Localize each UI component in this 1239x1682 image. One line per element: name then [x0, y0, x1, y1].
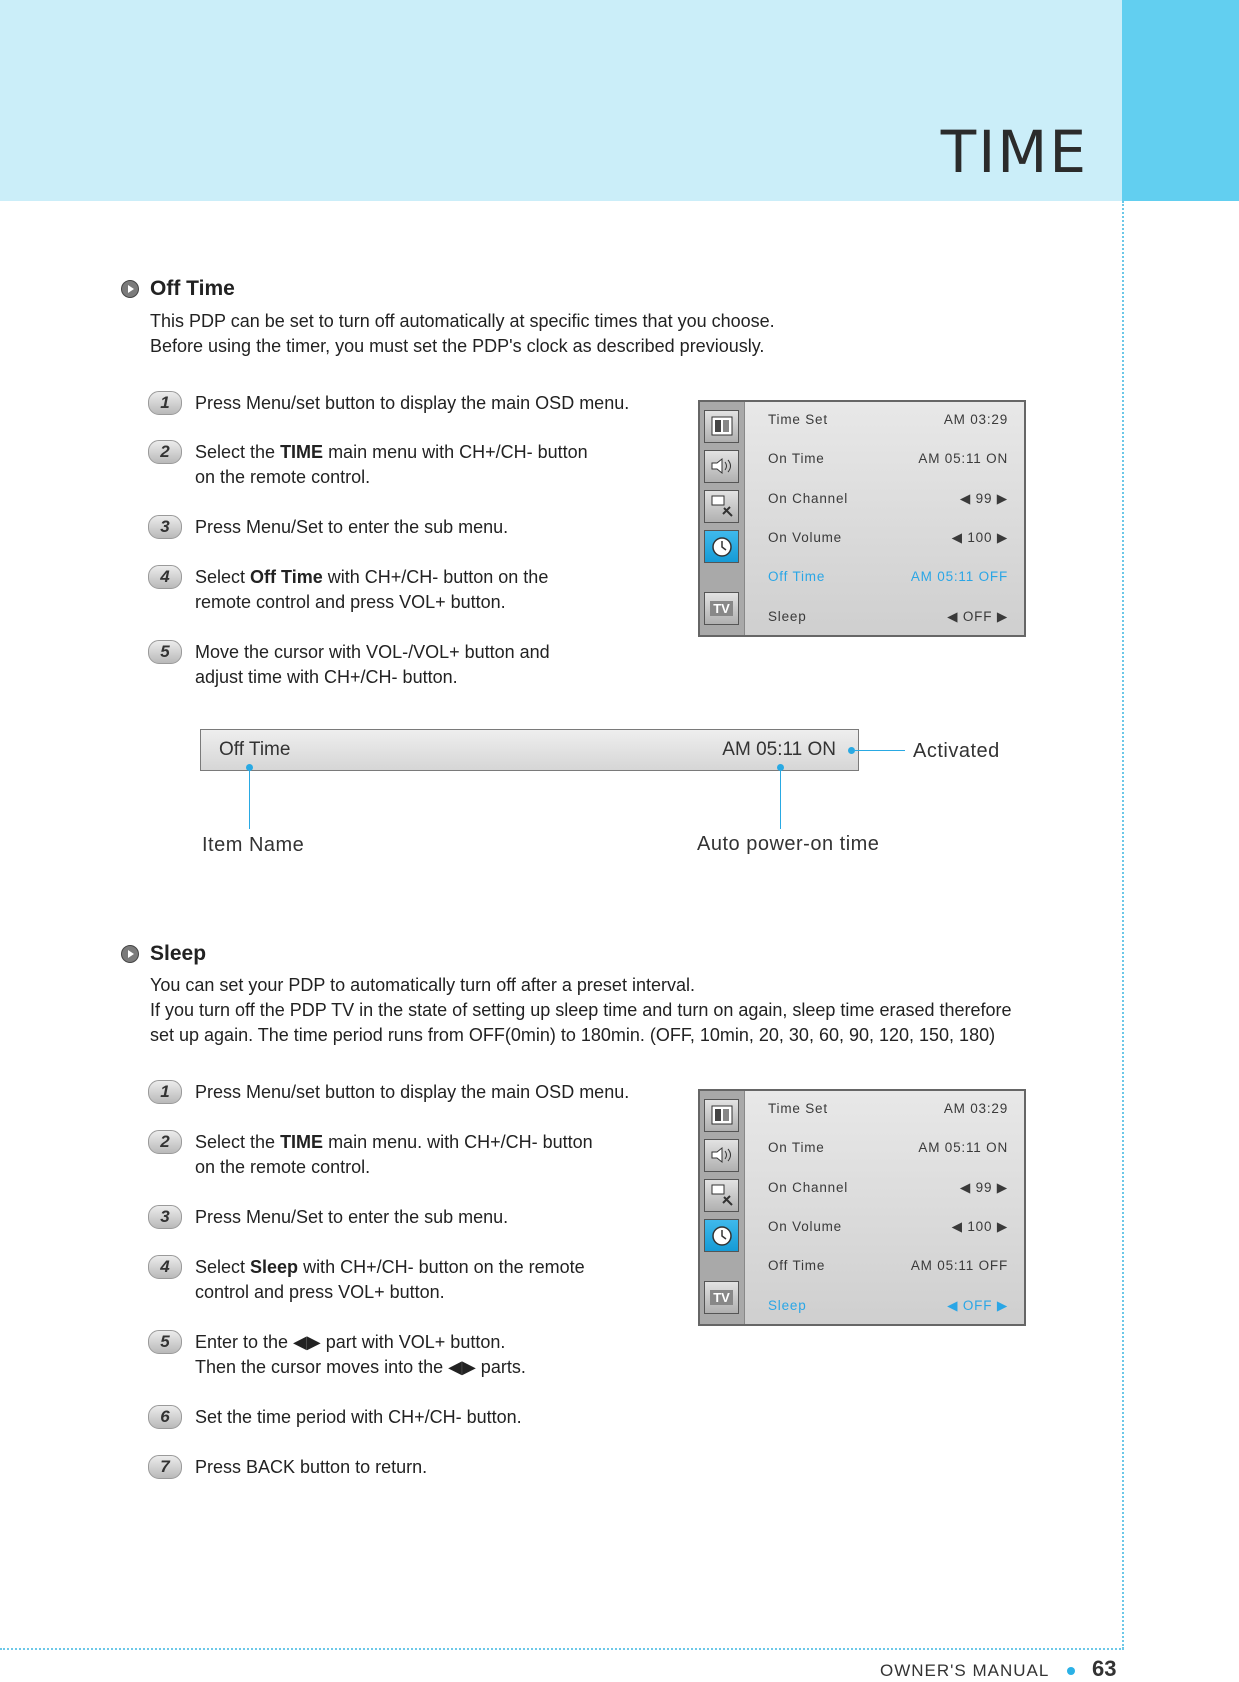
setup-icon: [704, 490, 739, 523]
section-bullet-icon: [121, 945, 139, 963]
osd-row-on-volume: [768, 530, 1008, 545]
step-text: [195, 440, 588, 490]
step-number: 6: [148, 1405, 182, 1429]
auto-power-leader-line: [780, 771, 781, 829]
step-line-pre: Select: [195, 567, 251, 587]
step-number: 2: [148, 440, 182, 464]
tv-icon: [704, 1281, 739, 1314]
auto-power-marker: [777, 764, 784, 771]
osd-row-on-time: [768, 451, 1008, 466]
item-name: Off Time: [219, 739, 291, 760]
osd-row-sleep: [768, 609, 1008, 624]
osd-row-value: AM 03:29: [943, 412, 1008, 427]
page-border-right: [1122, 201, 1124, 1649]
step-number: 3: [148, 1205, 182, 1229]
osd-row-on-volume: [768, 1219, 1008, 1234]
step-line: Press BACK button to return.: [195, 1457, 428, 1477]
sound-icon: [704, 450, 739, 483]
step-line: on the remote control.: [195, 1157, 371, 1177]
step-line: Press Menu/set button to display the main OSD menu.: [195, 393, 630, 413]
osd-row-value: ◀ 100 ▶: [951, 530, 1008, 545]
osd-row-label: On Channel: [768, 1180, 849, 1195]
osd-row-time-set: [768, 412, 1008, 427]
step-line-post: main menu with CH+/CH- button: [323, 442, 588, 462]
off-time-heading: Off Time: [150, 277, 235, 300]
step-line-post: with CH+/CH- button on the: [322, 567, 549, 587]
step-line-pre: Select: [195, 1257, 251, 1277]
header-side-tab: [1122, 0, 1239, 201]
page-number: 63: [1092, 1656, 1117, 1681]
step-line: remote control and press VOL+ button.: [195, 592, 506, 612]
osd-row-value: AM 05:11 OFF: [910, 1258, 1008, 1273]
step-number: 5: [148, 640, 182, 664]
osd-row-value: ◀ OFF ▶: [947, 1298, 1008, 1313]
step-line: Press Menu/Set to enter the sub menu.: [195, 517, 509, 537]
footer-label: OWNER'S MANUAL: [880, 1661, 1050, 1680]
osd-row-value: ◀ 100 ▶: [951, 1219, 1008, 1234]
off-time-intro: [150, 309, 775, 359]
sleep-heading: Sleep: [150, 942, 207, 965]
step-text: [195, 1455, 427, 1480]
sleep-intro-line: If you turn off the PDP TV in the state of setting up sleep time and turn on again, sleep time erased therefore: [150, 1000, 1012, 1020]
osd-row-label: Time Set: [768, 1101, 828, 1116]
osd-row-off-time: [768, 569, 1008, 584]
activated-leader-line: [855, 750, 905, 751]
step-number: 7: [148, 1455, 182, 1479]
osd-row-value: ◀ OFF ▶: [947, 609, 1008, 624]
step-line-post: with CH+/CH- button on the remote: [298, 1257, 585, 1277]
item-name-marker: [246, 764, 253, 771]
step-line: Set the time period with CH+/CH- button.: [195, 1407, 522, 1427]
off-time-item-bar: [200, 729, 859, 771]
time-icon: [704, 1219, 739, 1252]
osd-row-value: ◀ 99 ▶: [959, 491, 1008, 506]
osd-row-label: On Volume: [768, 1219, 842, 1234]
item-name-leader-line: [249, 771, 250, 829]
step-text: [195, 515, 508, 540]
osd-row-label: On Volume: [768, 530, 842, 545]
tv-icon-label: TV: [710, 1290, 733, 1305]
osd-row-sleep: [768, 1298, 1008, 1313]
osd-row-label: Sleep: [768, 609, 807, 624]
footer-dot: [1067, 1667, 1075, 1675]
setup-icon: [704, 1179, 739, 1212]
page-border-bottom: [0, 1648, 1124, 1650]
osd-row-on-channel: [768, 1180, 1008, 1195]
step-line: on the remote control.: [195, 467, 371, 487]
page-title: TIME: [940, 118, 1088, 186]
step-number: 1: [148, 1080, 182, 1104]
osd-row-label: Off Time: [768, 569, 826, 584]
osd-menu-sleep: [698, 1089, 1026, 1326]
osd-icon-column: [700, 402, 745, 635]
step-line-bold: TIME: [280, 442, 324, 462]
step-line-post: main menu. with CH+/CH- button: [323, 1132, 593, 1152]
osd-row-label: On Time: [768, 1140, 825, 1155]
auto-power-on-time: AM 05:11 ON: [722, 739, 836, 760]
sleep-intro-line: You can set your PDP to automatically turn off after a preset interval.: [150, 975, 695, 995]
step-line: Enter to the ◀▶ part with VOL+ button.: [195, 1332, 506, 1352]
step-number: 3: [148, 515, 182, 539]
osd-row-value: AM 03:29: [943, 1101, 1008, 1116]
step-line-bold: TIME: [280, 1132, 324, 1152]
step-number: 5: [148, 1330, 182, 1354]
callout-activated: Activated: [913, 740, 1000, 762]
step-text: [195, 391, 629, 416]
osd-row-value: AM 05:11 OFF: [910, 569, 1008, 584]
osd-row-value: AM 05:11 ON: [918, 1140, 1008, 1155]
tv-icon: [704, 592, 739, 625]
time-icon: [704, 530, 739, 563]
sound-icon: [704, 1139, 739, 1172]
step-line-pre: Select the: [195, 442, 281, 462]
picture-icon: [704, 1099, 739, 1132]
step-text: [195, 1130, 593, 1180]
osd-row-on-channel: [768, 491, 1008, 506]
step-text: [195, 565, 548, 615]
activated-marker: [848, 747, 855, 754]
step-text: [195, 640, 550, 690]
off-time-intro-line: Before using the timer, you must set the PDP's clock as described previously.: [150, 336, 765, 356]
osd-icon-column: [700, 1091, 745, 1324]
sleep-intro-line: set up again. The time period runs from OFF(0min) to 180min. (OFF, 10min, 20, 30, 60, 90, 120, 150, 180): [150, 1025, 996, 1045]
picture-icon: [704, 410, 739, 443]
step-line-bold: Sleep: [250, 1257, 299, 1277]
callout-item-name: Item Name: [202, 834, 305, 856]
osd-row-time-set: [768, 1101, 1008, 1116]
tv-icon-label: TV: [710, 601, 733, 616]
step-line: Press Menu/Set to enter the sub menu.: [195, 1207, 509, 1227]
osd-row-value: AM 05:11 ON: [918, 451, 1008, 466]
step-line: control and press VOL+ button.: [195, 1282, 445, 1302]
step-text: [195, 1080, 629, 1105]
off-time-intro-line: This PDP can be set to turn off automatically at specific times that you choose.: [150, 311, 775, 331]
step-text: [195, 1205, 508, 1230]
callout-auto-power-on-time: Auto power-on time: [697, 833, 880, 855]
osd-row-label: Time Set: [768, 412, 828, 427]
osd-row-off-time: [768, 1258, 1008, 1273]
step-line: Press Menu/set button to display the main OSD menu.: [195, 1082, 630, 1102]
step-number: 4: [148, 1255, 182, 1279]
step-number: 2: [148, 1130, 182, 1154]
step-line: adjust time with CH+/CH- button.: [195, 667, 458, 687]
step-text: [195, 1330, 526, 1380]
step-number: 4: [148, 565, 182, 589]
step-line-bold: Off Time: [250, 567, 323, 587]
step-line-pre: Select the: [195, 1132, 281, 1152]
osd-row-on-time: [768, 1140, 1008, 1155]
step-line: Then the cursor moves into the ◀▶ parts.: [195, 1357, 526, 1377]
step-number: 1: [148, 391, 182, 415]
osd-menu-off-time: [698, 400, 1026, 637]
step-line: Move the cursor with VOL-/VOL+ button and: [195, 642, 550, 662]
osd-row-label: On Time: [768, 451, 825, 466]
step-text: [195, 1405, 522, 1430]
sleep-intro: [150, 973, 1012, 1048]
step-text: [195, 1255, 585, 1305]
section-bullet-icon: [121, 280, 139, 298]
osd-row-label: Off Time: [768, 1258, 826, 1273]
osd-row-label: On Channel: [768, 491, 849, 506]
osd-row-label: Sleep: [768, 1298, 807, 1313]
osd-row-value: ◀ 99 ▶: [959, 1180, 1008, 1195]
